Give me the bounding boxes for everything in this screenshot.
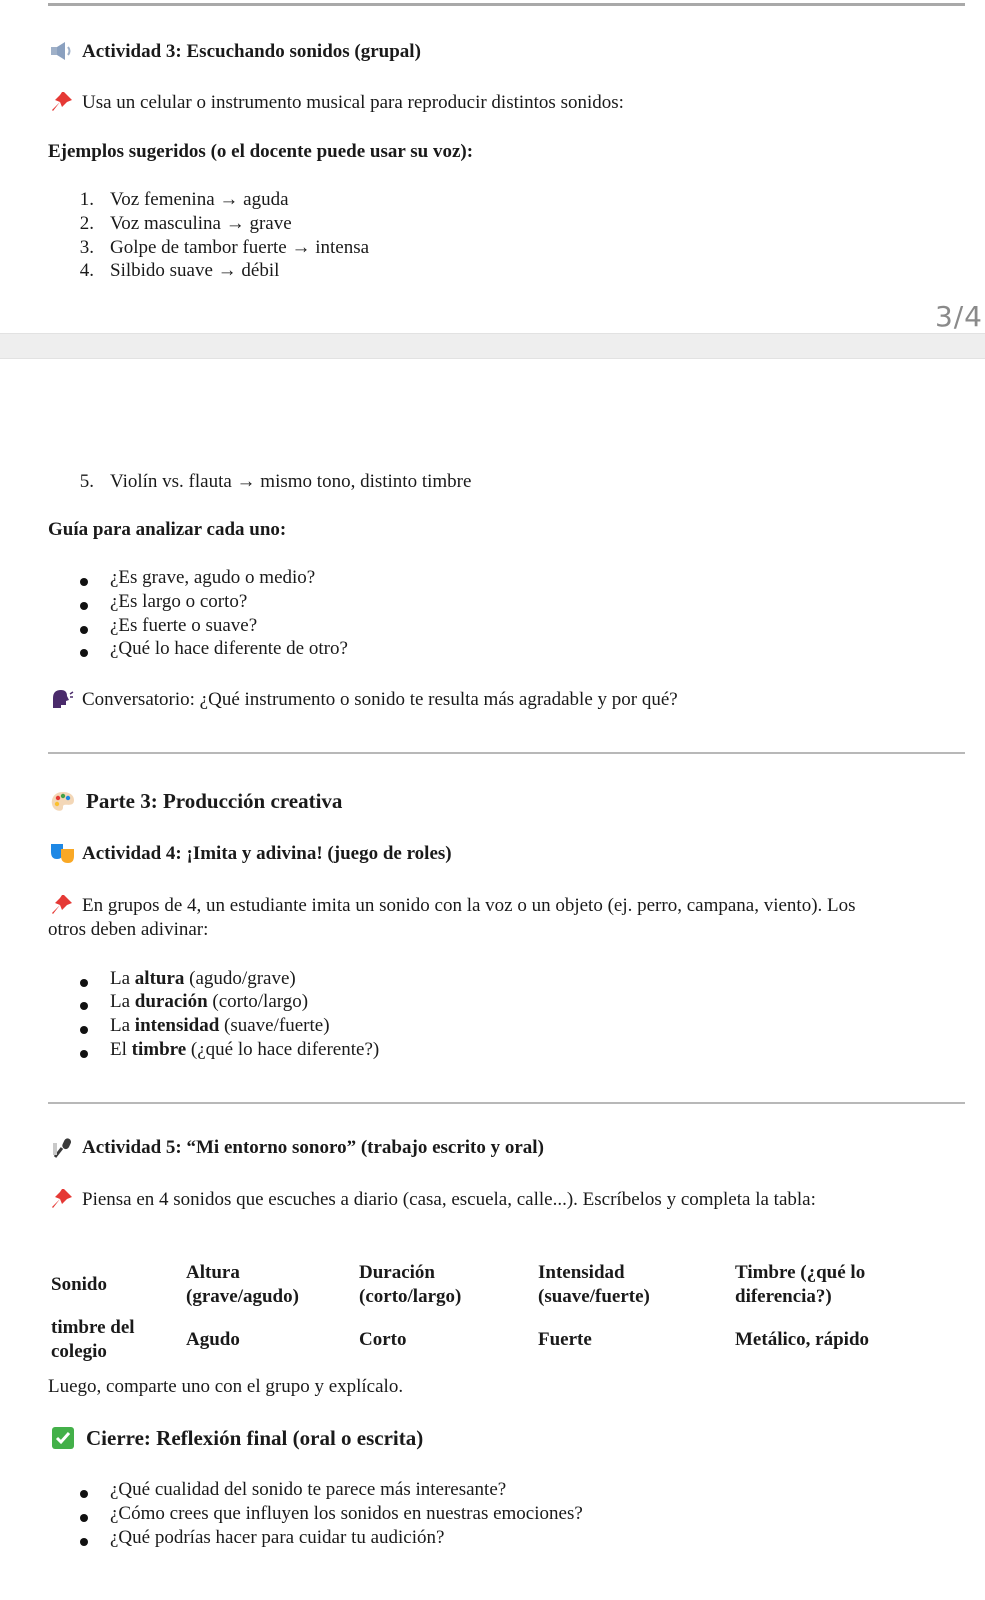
table-cell: Metálico, rápido — [735, 1329, 870, 1350]
conversation-prompt: Conversatorio: ¿Qué instrumento o sonido te resulta más agradable y por qué? — [82, 689, 678, 710]
top-divider — [48, 3, 965, 6]
table-header-cell: Altura (grave/agudo) — [186, 1262, 299, 1307]
list-item: ¿Cómo crees que influyen los sonidos en nuestras emociones? — [110, 1503, 583, 1524]
activity5-instruction: Piensa en 4 sonidos que escuches a diario (casa, escuela, calle...). Escríbelos y completa la tabla: — [82, 1189, 816, 1210]
table-cell: Corto — [359, 1329, 407, 1350]
closing-title: Cierre: Reflexión final (oral o escrita) — [86, 1426, 424, 1450]
guide-heading: Guía para analizar cada uno: — [48, 519, 287, 540]
list-item: El timbre (¿qué lo hace diferente?) — [110, 1039, 380, 1060]
table-cell: Fuerte — [538, 1329, 592, 1350]
activity3-instruction: Usa un celular o instrumento musical para reproducir distintos sonidos: — [82, 92, 624, 113]
list-item: ¿Es grave, agudo o medio? — [110, 567, 316, 588]
part3-title: Parte 3: Producción creativa — [86, 789, 343, 813]
check-mark-icon — [52, 1427, 74, 1449]
pushpin-icon — [50, 1187, 74, 1211]
speaking-head-icon — [50, 688, 74, 710]
activity3-title: Actividad 3: Escuchando sonidos (grupal) — [82, 41, 421, 62]
sounds-table — [48, 1258, 955, 1368]
list-item: La duración (corto/largo) — [110, 991, 309, 1012]
examples-heading: Ejemplos sugeridos (o el docente puede usar su voz): — [48, 141, 474, 162]
section-divider — [48, 752, 965, 754]
table-header-cell: Sonido — [51, 1274, 107, 1295]
table-row — [48, 1312, 955, 1368]
page-indicator: 3/4 — [934, 300, 983, 333]
table-header-row — [48, 1258, 955, 1312]
pushpin-icon — [50, 893, 74, 917]
activity4-instruction: En grupos de 4, un estudiante imita un sonido con la voz o un objeto (ej. perro, campana, viento). Los — [82, 895, 856, 916]
activity5-closing: Luego, comparte uno con el grupo y explícalo. — [48, 1376, 404, 1397]
list-item: ¿Qué lo hace diferente de otro? — [110, 638, 348, 659]
list-item: ¿Qué podrías hacer para cuidar tu audición? — [110, 1527, 445, 1548]
activity4-instruction-cont: otros deben adivinar: — [48, 919, 209, 940]
activity4-title: Actividad 4: ¡Imita y adivina! (juego de roles) — [82, 843, 452, 864]
list-item: La intensidad (suave/fuerte) — [110, 1015, 330, 1036]
microphone-icon — [50, 1136, 74, 1160]
list-item: ¿Qué cualidad del sonido te parece más interesante? — [110, 1479, 507, 1500]
page-break — [0, 333, 985, 359]
section-divider — [48, 1102, 965, 1104]
table-header-cell: Timbre (¿qué lo diferencia?) — [735, 1262, 866, 1307]
table-header-cell: Duración (corto/largo) — [359, 1262, 462, 1307]
activity5-title: Actividad 5: “Mi entorno sonoro” (trabajo escrito y oral) — [82, 1137, 544, 1158]
table-header-cell: Intensidad (suave/fuerte) — [538, 1262, 650, 1307]
speaker-icon — [50, 41, 74, 61]
pushpin-icon — [50, 90, 74, 114]
list-item: ¿Es largo o corto? — [110, 591, 248, 612]
table-cell: timbre del colegio — [51, 1317, 135, 1362]
table-cell: Agudo — [186, 1329, 240, 1350]
palette-icon — [50, 790, 76, 814]
list-item: La altura (agudo/grave) — [110, 968, 296, 989]
performing-arts-icon — [50, 842, 76, 864]
list-item: ¿Es fuerte o suave? — [110, 615, 258, 636]
